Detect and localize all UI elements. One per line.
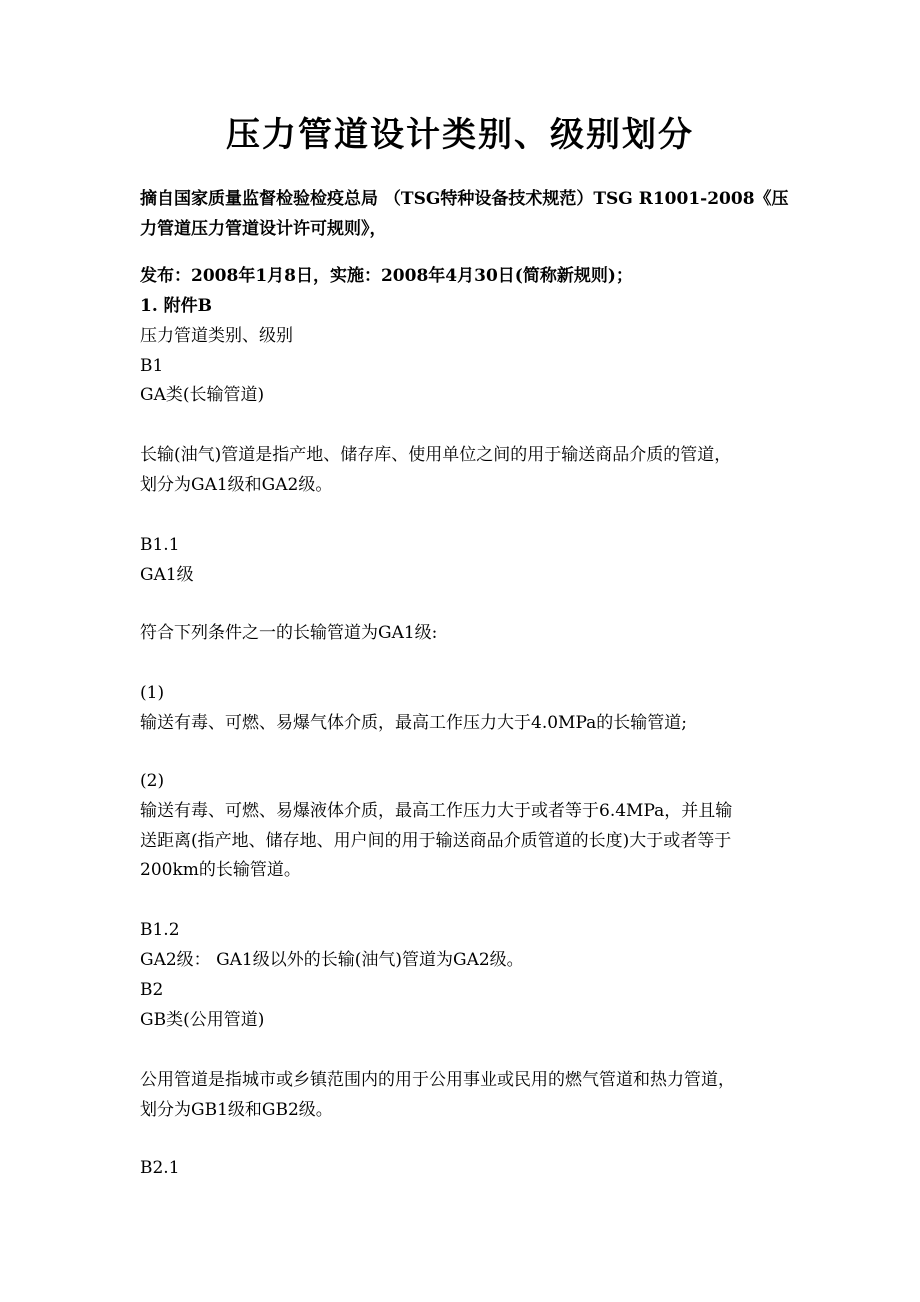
appendix-heading: 1. 附件B — [140, 296, 213, 316]
publish-info: 发布：2008年1月8日，实施：2008年4月30日(简称新规则)； — [140, 266, 633, 286]
b1-description-line-1: 长输(油气)管道是指产地、储存库、使用单位之间的用于输送商品介质的管道， — [140, 445, 732, 465]
b2-1-code: B2.1 — [140, 1158, 180, 1178]
b1-title: GA类(长输管道) — [140, 385, 265, 405]
source-line-2: 力管道压力管道设计许可规则》， — [140, 219, 387, 239]
condition-1-number: (1) — [140, 683, 165, 703]
b1-1-code: B1.1 — [140, 535, 180, 555]
source-line-1: 摘自国家质量监督检验检疫总局 （TSG特种设备技术规范）TSG R1001-2008《压 — [140, 189, 789, 209]
b1-1-intro: 符合下列条件之一的长输管道为GA1级: — [140, 623, 438, 643]
condition-2-line-2: 送距离(指产地、储存地、用户间的用于输送商品介质管道的长度)大于或者等于 — [140, 831, 732, 851]
b1-code: B1 — [140, 356, 164, 376]
b2-description-line-2: 划分为GB1级和GB2级。 — [140, 1100, 333, 1120]
b1-2-code: B1.2 — [140, 920, 180, 940]
condition-1-text: 输送有毒、可燃、易爆气体介质，最高工作压力大于4.0MPa的长输管道; — [140, 713, 687, 733]
b1-1-title: GA1级 — [140, 565, 194, 585]
condition-2-number: (2) — [140, 771, 165, 791]
b2-description-line-1: 公用管道是指城市或乡镇范围内的用于公用事业或民用的燃气管道和热力管道， — [140, 1070, 735, 1090]
condition-2-line-3: 200km的长输管道。 — [140, 860, 301, 880]
document-title: 压力管道设计类别、级别划分 — [226, 115, 694, 155]
b2-title: GB类(公用管道) — [140, 1010, 265, 1030]
b1-2-text: GA2级： GA1级以外的长输(油气)管道为GA2级。 — [140, 950, 524, 970]
b2-code: B2 — [140, 980, 164, 1000]
category-heading: 压力管道类别、级别 — [140, 326, 293, 346]
condition-2-line-1: 输送有毒、可燃、易爆液体介质，最高工作压力大于或者等于6.4MPa，并且输 — [140, 801, 733, 821]
b1-description-line-2: 划分为GA1级和GA2级。 — [140, 475, 333, 495]
